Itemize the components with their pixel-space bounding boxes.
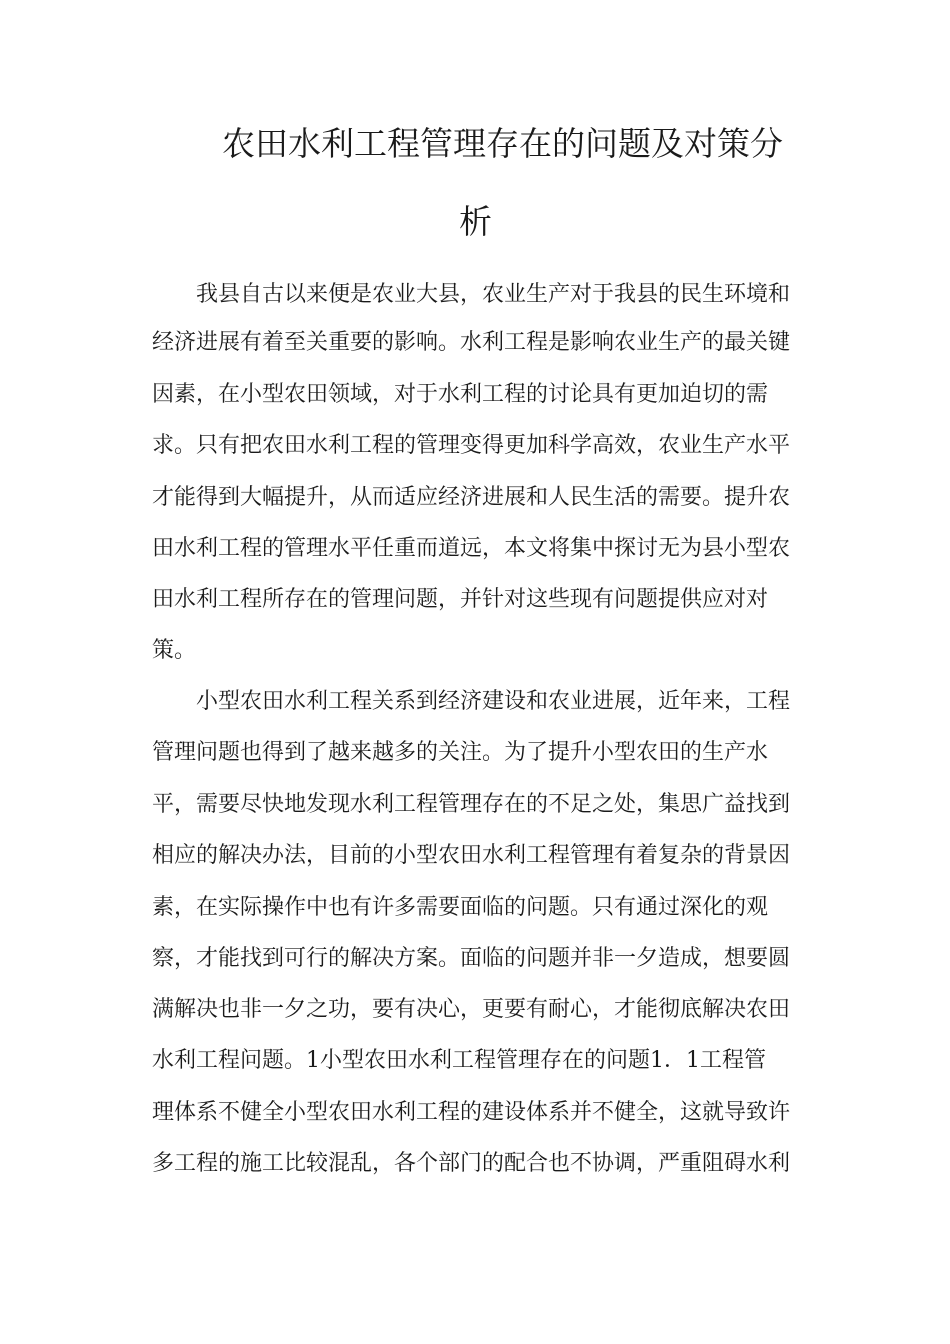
body-text-line: 田水利工程的管理水平任重而道远，本文将集中探讨无为县小型农: [152, 536, 791, 561]
body-text-line: 才能得到大幅提升，从而适应经济进展和人民生活的需要。提升农: [152, 485, 791, 510]
body-text-line: 多工程的施工比较混乱，各个部门的配合也不协调，严重阻碍水利: [152, 1151, 791, 1176]
body-text-line: 因素，在小型农田领域，对于水利工程的讨论具有更加迫切的需: [152, 382, 769, 407]
body-text-line: 水利工程问题。1小型农田水利工程管理存在的问题1．1工程管: [152, 1048, 766, 1073]
body-text-line: 察，才能找到可行的解决方案。面临的问题并非一夕造成，想要圆: [152, 946, 791, 971]
body-text-line: 管理问题也得到了越来越多的关注。为了提升小型农田的生产水: [152, 740, 769, 765]
body-text-line: 田水利工程所存在的管理问题，并针对这些现有问题提供应对对: [152, 587, 769, 612]
body-text-line: 理体系不健全小型农田水利工程的建设体系并不健全，这就导致许: [152, 1100, 791, 1125]
body-text-line: 素，在实际操作中也有许多需要面临的问题。只有通过深化的观: [152, 895, 769, 920]
body-text-line: 策。: [152, 638, 197, 663]
body-text-line: 平，需要尽快地发现水利工程管理存在的不足之处，集思广益找到: [152, 792, 791, 817]
body-text-line: 经济进展有着至关重要的影响。水利工程是影响农业生产的最关键: [152, 330, 791, 355]
body-text-line: 相应的解决办法，目前的小型农田水利工程管理有着复杂的背景因: [152, 843, 791, 868]
body-text-line: 我县自古以来便是农业大县，农业生产对于我县的民生环境和: [152, 282, 791, 307]
body-text-line: 小型农田水利工程关系到经济建设和农业进展，近年来，工程: [152, 689, 791, 714]
document-title-line-1: 农田水利工程管理存在的问题及对策分: [222, 124, 783, 163]
body-text-line: 求。只有把农田水利工程的管理变得更加科学高效，农业生产水平: [152, 433, 791, 458]
body-text-line: 满解决也非一夕之功，要有决心，更要有耐心，才能彻底解决农田: [152, 997, 791, 1022]
document-title-line-2: 析: [459, 202, 492, 241]
